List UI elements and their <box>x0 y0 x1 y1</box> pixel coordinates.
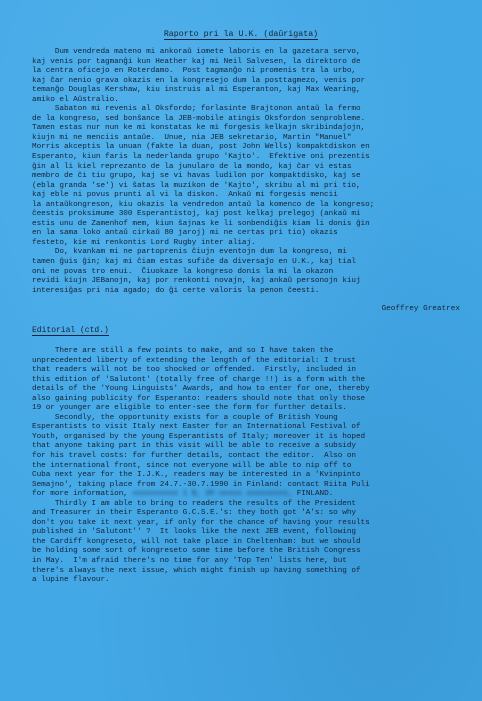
text-line: for his travel costs: for further details, contact the editor. Also on <box>32 452 356 461</box>
text-line: kaj venis por tagmanĝi kun Heather kaj mi Neil Salvesen, la direktoro de <box>32 57 361 66</box>
text-line: there's always the next issue, which might finish up having something of <box>32 566 361 575</box>
report-title-text: Raporto pri la U.K. (daŭrigata) <box>163 30 319 39</box>
address-country: FINLAND. <box>292 490 334 499</box>
text-line: membro de ĉi tiu grupo, kaj se vi havas ludilon por kompaktdisko, kaj se <box>32 172 361 181</box>
text-line: Dum vendreda mateno mi ankoraŭ iomete laboris en la gazetara servo, <box>32 48 361 56</box>
editorial-heading <box>32 326 109 336</box>
text-line: oni ne povas tro enui. Ĉiuokaze la kongreso donis la mi la okazon <box>32 267 334 276</box>
text-line: revidi kiujn JEBanojn, kaj por renkonti novajn, kaj ankaŭ personojn kiuj <box>32 277 361 286</box>
text-line: kaj ĉar nenio grava okazis en la kongresejo dum la posttagmezo, venis por <box>32 76 366 85</box>
editorial-heading-text: Editorial (ctd.) <box>32 326 109 335</box>
signature: Geoffrey Greatrex <box>381 305 460 313</box>
text-line: Secondly, the opportunity exists for a couple of British Young <box>32 413 338 422</box>
text-line: the international front, since not everyone will be able to nip off to <box>32 461 352 470</box>
text-line: Esperanto, kiun faris la nederlanda grupo 'Kajto'. Efektive oni prezentis <box>32 153 370 162</box>
text-line: ĉeestis proksimume 300 Esperantistoj, kaj post kelkaj prelegoj (ankaŭ mi <box>32 210 361 219</box>
text-line: festeto, kie mi renkontis Lord Rugby inter aliaj. <box>32 238 256 247</box>
text-line: Morris akceptis la unuan (fakte la duan, post John Wells) kompaktdiskon en <box>32 143 370 152</box>
text-line: Semajno', taking place from 24.7.-30.7.1990 in Finland: contact Riita Puli <box>32 480 370 489</box>
text-line: Youth, organised by the young Esperantists of Italy; moreover it is hoped <box>32 432 366 441</box>
text-line: interesiĝas pri nia agado; do ĝi certe valoris la penon ĉeesti. <box>32 286 320 295</box>
text-line: la centra oficejo en Roterdamo. Post tagmanĝo ni promenis tra la urbo, <box>32 67 356 76</box>
text-line: and Treasurer in their Esperanto G.C.S.E.'s: they both got 'A's: so why <box>32 509 356 518</box>
text-line: also gaining publicity for Esperanto: readers should note that only those <box>32 394 366 403</box>
text-line: for more information, xxxxxxxxxx 1 B, SF-xxxxx xxxxxxxxx, FINLAND. <box>32 490 334 499</box>
text-line: amiko el Aŭstralio. <box>32 95 119 104</box>
redacted-address: xxxxxxxxxx 1 B, SF-xxxxx xxxxxxxxx, <box>132 490 293 499</box>
text-line: 19 or younger are eligible to enter-see the form for further details. <box>32 404 347 413</box>
text-line: kiujn mi ne menciis antaŭe. Unue, nia JEB sekretario, Martin "Manuel" <box>32 133 352 142</box>
text-line: Esperantists to visit Italy next Easter for an International Festival of <box>32 423 361 432</box>
text-line: published in 'Salutont'' ? It looks like the next JEB event, following <box>32 528 356 537</box>
text-line: (ebla granda 'se') vi ŝatas la muzikon de 'Kajto', skribu al mi pri tio, <box>32 181 361 190</box>
text-line: la antaŭkongreson, kiu okazis la vendredon antaŭ la komenco de la kongreso; <box>32 200 375 209</box>
text-line: Thirdly I am able to bring to readers the results of the President <box>32 499 356 508</box>
text-line: There are still a few points to make, and so I have taken the <box>32 347 334 355</box>
text-line: en la sama loko antaŭ cirkaŭ 80 jaroj) mi ne certas pri tio) okazis <box>32 229 338 238</box>
report-title <box>0 30 482 40</box>
text-line: estis unu de Zamenhof mem, kiun ŝajnas ke li sonbendiĝis kiam li donis ĝin <box>32 219 370 228</box>
text-line: ĝin al li kiel reprezanto de la junularo de la mondo, kaj ĉar vi estas <box>32 162 352 171</box>
text-line: this edition of 'Salutont' (totally free of charge !!) is a form with the <box>32 375 366 384</box>
editorial-body <box>32 347 470 586</box>
text-line: that anyone taking part in this visit will be able to receive a subsidy <box>32 442 356 451</box>
text-line: kaj eble ni povus prunti al vi la diskon. Ankaŭ mi forgesis mencii <box>32 191 338 200</box>
report-body <box>32 48 470 296</box>
text-line: be holding some sort of kongreseto some time before the British Congress <box>32 547 361 556</box>
text-line: in May. I'm afraid there's no time for any 'Top Ten' lists here, but <box>32 557 347 566</box>
text-line: Tamen estas nur nun ke mi konstatas ke mi forgesis kelkajn skribindaĵojn, <box>32 124 366 133</box>
text-line: unprecedented liberty of extending the length of the editorial: I trust <box>32 356 356 365</box>
text-line: the Cardiff kongreseto, will not take place in Cheltenham: but we should <box>32 537 361 546</box>
text-line: tamen ĝuis ĝin; kaj mi ĉiam estas sufiĉe da diversaĵo en U.K., kaj tial <box>32 258 356 267</box>
text-line: details of the 'Young Linguists' Awards, and how to enter for one, thereby <box>32 385 370 394</box>
text-line: Do, kvankam mi ne partoprenis ĉiujn eventojn dum la kongreso, mi <box>32 248 347 257</box>
text-line: that readers will not be too shocked or offended. Firstly, included in <box>32 366 356 375</box>
text-line: temanĝo Douglas Kershaw, kiu instruis al mi Esperanton, kaj Max Wearing, <box>32 86 361 95</box>
text-line: de la kongreso, sed bonŝance la JEB-mobile atingis Oksfordon senprobleme. <box>32 114 366 123</box>
text-line: don't you take it next year, if only for the chance of having your results <box>32 518 370 527</box>
text-line: Sabaton mi revenis al Oksfordo; forlasinte Brajtonon antaŭ la fermo <box>32 105 361 114</box>
text-line: Cuba next year for the I.J.K., readers may be interested in a 'Kvinpinto <box>32 471 361 480</box>
text-line: a lupine flavour. <box>32 576 110 585</box>
